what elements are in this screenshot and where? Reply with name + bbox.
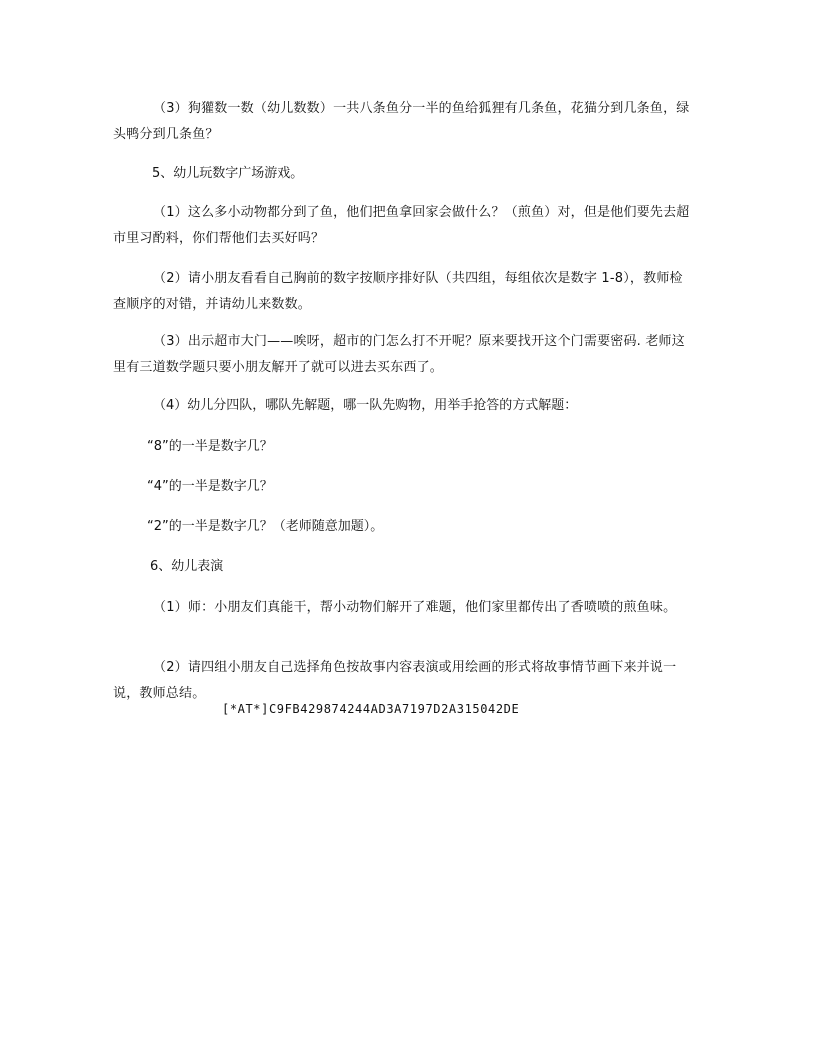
paragraph-four-teams: （4）幼儿分四队，哪队先解题，哪一队先购物，用举手抢答的方式解题： (153, 398, 578, 413)
paragraph-line-up: （2）请小朋友看看自己胸前的数字按顺序排好队（共四组，每组依次是数字 1-8），教师检查顺序的对错，并请幼儿来数数。 (113, 271, 683, 312)
question-four: “4”的一半是数字几？ (147, 479, 273, 494)
paragraph-counting-fish: （3）狗獾数一数（幼儿数数）一共八条鱼分一半的鱼给狐狸有几条鱼，花猫分到几条鱼，绿头鸭分到几条鱼？ (113, 101, 690, 142)
paragraph-group-performance: （2）请四组小朋友自己选择角色按故事内容表演或用绘画的形式将故事情节画下来并说一说，教师总结。 (113, 660, 677, 701)
section-heading-6: 6、幼儿表演 (150, 559, 224, 574)
paragraph-supermarket-door: （3）出示超市大门——唉呀，超市的门怎么打不开呢？原来要找开这个门需要密码. 老师这里有三道数学题只要小朋友解开了就可以进去买东西了。 (113, 334, 685, 375)
question-two: “2”的一半是数字几？（老师随意加题）。 (147, 519, 384, 534)
paragraph-teacher-praise: （1）师：小朋友们真能干，帮小动物们解开了难题，他们家里都传出了香喷喷的煎鱼味。 (153, 600, 677, 615)
question-eight: “8”的一半是数字几？ (147, 439, 273, 454)
document-code: [*AT*]C9FB429874244AD3A7197D2A315042DE (222, 702, 520, 716)
paragraph-supermarket-intro: （1）这么多小动物都分到了鱼，他们把鱼拿回家会做什么？（煎鱼）对，但是他们要先去超市里习酌料，你们帮他们去买好吗？ (113, 205, 690, 246)
section-heading-5: 5、幼儿玩数字广场游戏。 (152, 166, 304, 181)
